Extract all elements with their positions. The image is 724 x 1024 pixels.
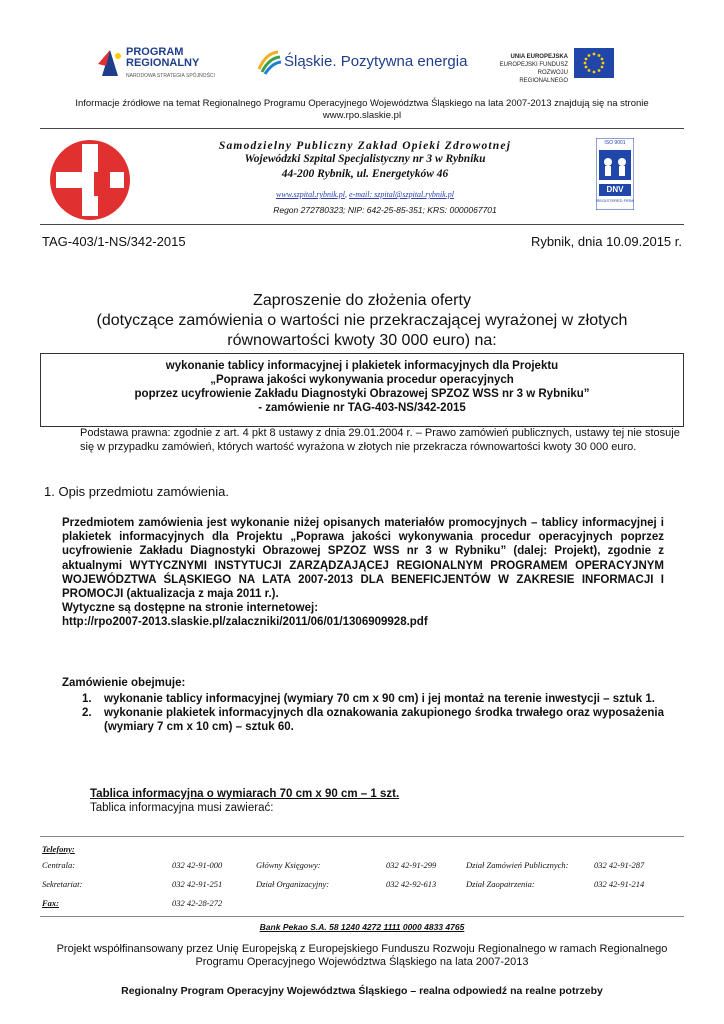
hospital-subname: Wojewódzki Szpital Specjalistyczny nr 3 w Rybniku	[244, 153, 486, 165]
guidelines-url: http://rpo2007-2013.slaskie.pl/zalaczniki/2011/06/01/1306909928.pdf	[62, 616, 428, 629]
iso-label: ISO 9001	[604, 140, 626, 146]
slaskie-logo-text: Śląskie. Pozytywna energia	[284, 53, 468, 70]
registered-label: REGISTERED FIRM	[596, 198, 634, 203]
phones-header: Telefony:	[42, 844, 75, 854]
eu-logo	[490, 48, 620, 82]
phone-row: Fax: 032 42-28-272	[42, 898, 223, 908]
hospital-logo	[46, 136, 134, 224]
source-info-line: Informacje źródłowe na temat Regionalnego Programu Operacyjnego Województwa Śląskiego na lata 2007-2013 znajdują się na stronie www.rpo.slaskie.pl	[75, 98, 649, 121]
hospital-info	[160, 140, 570, 215]
tablica-title: Tablica informacyjna o wymiarach 70 cm x 90 cm – 1 szt.	[90, 788, 400, 800]
list-item: 2. wykonanie plakietek informacyjnych dla oznakowania zakupionego środka trwałego oraz wyposażenia (wymiary 7 cm x 10 cm) – sztuk 60.	[82, 707, 664, 734]
phone-row: Centrala: 032 42-91-000 Główny Księgowy: 032 42-91-299 Dział Zamówień Publicznych: 032 42-91-287	[42, 860, 645, 870]
subject-box: wykonanie tablicy informacyjnej i plakietek informacyjnych dla Projektu „Poprawa jakości wykonywania procedur operacyjnych poprzez ucyfrowienie Zakładu Diagnostyki Obrazowej SPZOZ WSS nr 3 w Rybniku” - zamówienie nr TAG-403-NS/342-2015	[40, 353, 684, 427]
scope-list	[82, 692, 664, 735]
program-logo-subtitle: NARODOWA STRATEGIA SPÓJNOŚCI	[126, 73, 215, 79]
phone-row: Sekretariat: 032 42-91-251 Dział Organizacyjny: 032 42-92-613 Dział Zaopatrzenia: 032 42-91-214	[42, 879, 645, 889]
eu-logo-text: UNIA EUROPEJSKA EUROPEJSKI FUNDUSZ ROZWOJU REGIONALNEGO	[499, 54, 568, 84]
legal-basis: Podstawa prawna: zgodnie z art. 4 pkt 8 ustawy z dnia 29.01.2004 r. – Prawo zamówień publicznych, ustawy tej nie stosuje się w przypadku zamówień, których wartość wyrażona w złotych nie przekracza równowartości kwoty 30 000 euro.	[80, 427, 680, 453]
eu-flag-icon	[574, 48, 614, 78]
footer-divider-2	[40, 916, 684, 917]
section-1-heading: 1. Opis przedmiotu zamówienia.	[44, 484, 229, 499]
bank-account: Bank Pekao S.A. 58 1240 4272 1111 0000 4833 4765	[259, 922, 465, 932]
hospital-name: Samodzielny Publiczny Zakład Opieki Zdrowotnej	[218, 140, 512, 152]
list-item: 1. wykonanie tablicy informacyjnej (wymiary 70 cm x 90 cm) i jej montaż na terenie inwestycji – sztuk 1.	[82, 693, 655, 705]
program-regionalny-logo	[96, 44, 226, 84]
iso-certificate-logo	[596, 138, 634, 210]
program-slogan: Regionalny Program Operacyjny Województwa Śląskiego – realna odpowiedź na realne potrzeby	[121, 985, 603, 997]
program-logo-text: PROGRAM REGIONALNY	[126, 46, 200, 69]
slaskie-logo	[256, 48, 476, 78]
footer-divider	[40, 836, 684, 837]
phone-directory	[42, 844, 682, 917]
cofinancing-note: Projekt współfinansowany przez Unię Europejską z Europejskiego Funduszu Rozwoju Regionalnego w ramach Regionalnego Programu Operacyjnego Województwa Śląskiego na lata 2007-2013	[56, 943, 668, 968]
reference-number: TAG-403/1-NS/342-2015	[42, 234, 186, 249]
hospital-links: www.szpital.rybnik.pl, e-mail: szpital@szpital.rybnik.pl	[276, 190, 454, 199]
program-regionalny-emblem	[96, 46, 124, 80]
hospital-address: 44-200 Rybnik, ul. Energetyków 46	[281, 168, 449, 180]
hospital-registration: Regon 272780323; NIP: 642-25-85-351; KRS: 0000067701	[273, 205, 497, 215]
guidelines-label: Wytyczne są dostępne na stronie internetowej:	[62, 602, 319, 615]
order-description: Przedmiotem zamówienia jest wykonanie niżej opisanych materiałów promocyjnych – tablicy informacyjnej i plakietek informacyjnych dla Projektu „Poprawa jakości wykonywania procedur operacyjnych poprzez ucyfrowienie Zakładu Diagnostyki Obrazowej SPZOZ WSS nr 3 w Rybniku” (dalej: Projekt), zgodnie z aktualnymi WYTYCZNYMI INSTYTUCJI ZARZĄDZAJĄCEJ REGIONALNYM PROGRAMEM OPERACYJNYM WOJEWÓDZTWA ŚLĄSKIEGO NA LATA 2007-2013 DLA BENEFICJENTÓW W ZAKRESIE INFORMACJI I PROMOCJI (aktualizacja z maja 2011 r.). Wytyczne są dostępne na stronie internetowej: http://rpo2007-2013.slaskie.pl/zalaczniki/2011/06/01/1306909928.pdf	[62, 517, 664, 629]
hospital-website-link[interactable]: www.szpital.rybnik.pl	[276, 190, 346, 199]
invitation-title: Zaproszenie do złożenia oferty (dotyczące zamówienia o wartości nie przekraczającej wyrażonej w złotych równowartości kwoty 30 000 euro) na:	[96, 292, 628, 349]
scope-title: Zamówienie obejmuje:	[62, 677, 186, 689]
hospital-email-link[interactable]: e-mail: szpital@szpital.rybnik.pl	[349, 190, 454, 199]
tablica-subtitle: Tablica informacyjna musi zawierać:	[90, 802, 274, 814]
document-date: Rybnik, dnia 10.09.2015 r.	[530, 234, 682, 249]
slaskie-emblem-icon	[256, 49, 282, 75]
dnv-label: DNV	[606, 185, 624, 194]
